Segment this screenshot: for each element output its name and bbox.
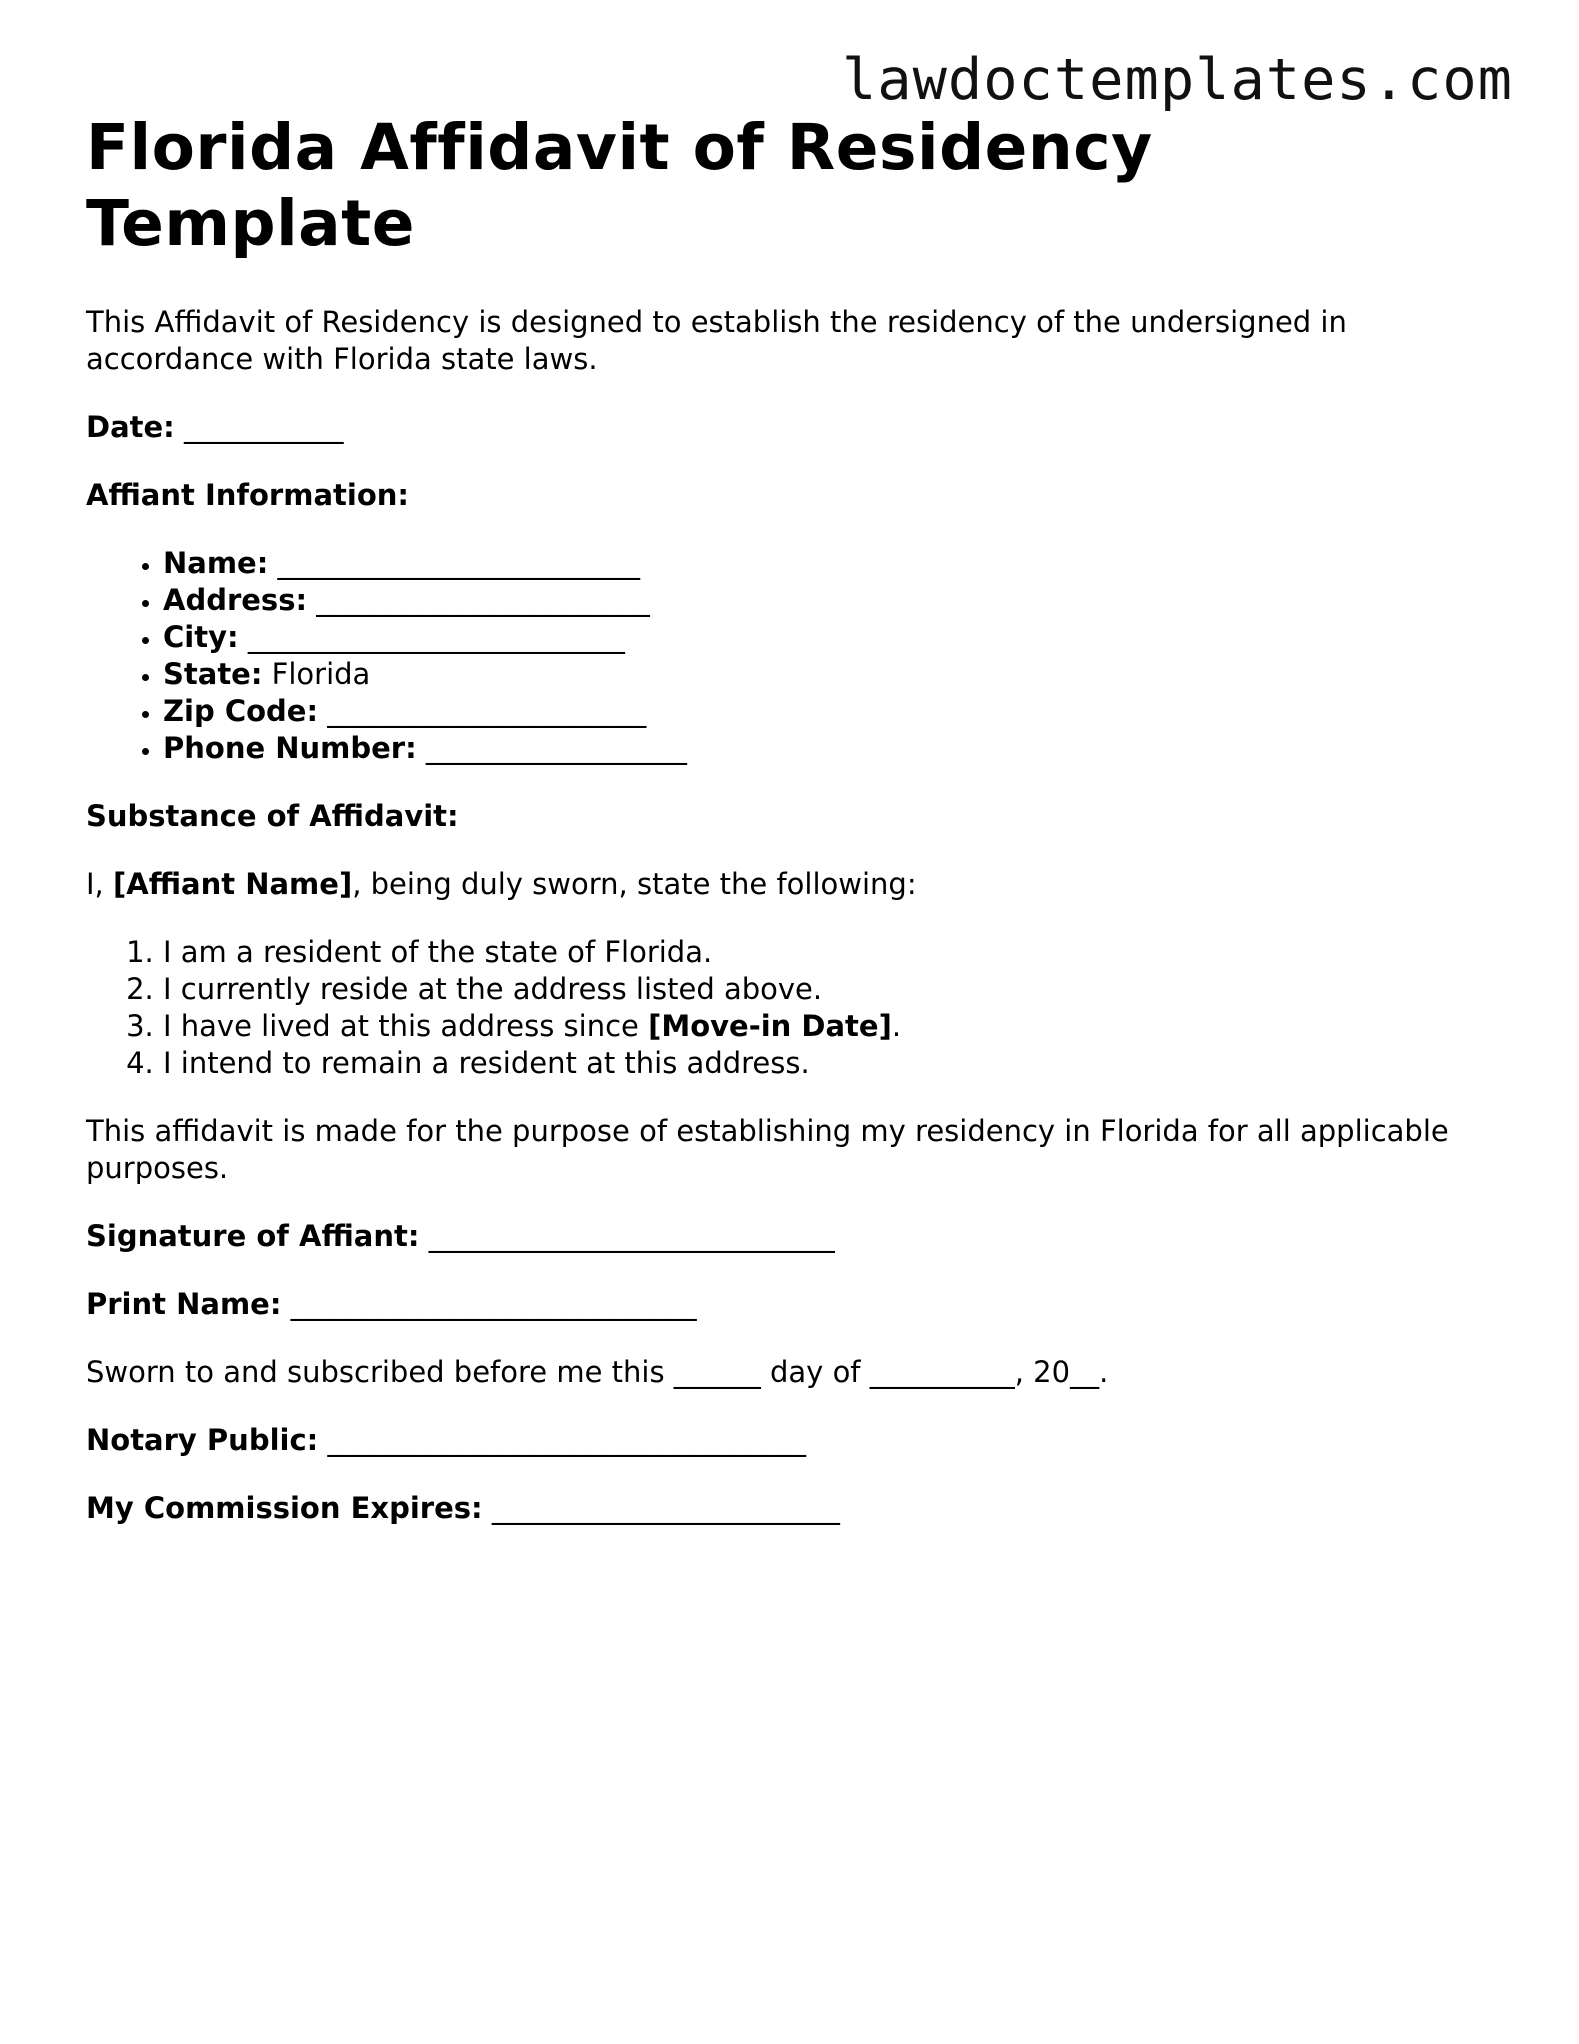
affiant-name-placeholder: [Affiant Name] xyxy=(113,867,353,901)
signature-blank: ____________________________ xyxy=(428,1219,835,1253)
purpose-paragraph: This affidavit is made for the purpose of establishing my residency in Florida for all applicable purposes. xyxy=(86,1114,1449,1185)
oath-prefix: I, xyxy=(86,867,113,901)
field-value-state: Florida xyxy=(271,657,371,691)
print-name-line xyxy=(86,1286,1496,1323)
list-item xyxy=(163,693,1496,730)
affiant-fields-list xyxy=(86,545,1496,767)
page-title: Florida Affidavit of Residency Template xyxy=(86,111,1153,260)
field-label-state: State: xyxy=(163,657,263,691)
commission-label: My Commission Expires: xyxy=(86,1491,483,1525)
substance-heading: Substance of Affidavit: xyxy=(86,799,459,833)
field-value-name: _________________________ xyxy=(277,546,641,580)
site-watermark: lawdoctemplates.com xyxy=(841,47,1513,113)
field-value-phone: __________________ xyxy=(425,731,687,765)
statement-3-suffix: . xyxy=(891,1009,902,1043)
oath-suffix: , being duly sworn, state the following: xyxy=(352,867,917,901)
move-in-date-placeholder: [Move-in Date] xyxy=(648,1009,892,1043)
field-label-phone: Phone Number: xyxy=(163,731,417,765)
list-item xyxy=(163,656,1496,693)
date-label: Date: xyxy=(86,410,175,444)
statement-3-prefix: I have lived at this address since xyxy=(163,1009,649,1043)
notary-label: Notary Public: xyxy=(86,1423,319,1457)
list-item xyxy=(163,582,1496,619)
date-blank: ___________ xyxy=(184,410,344,444)
list-item: 1. I am a resident of the state of Florida. xyxy=(163,934,1496,971)
list-item: 2. I currently reside at the address listed above. xyxy=(163,971,1496,1008)
intro-paragraph: This Affidavit of Residency is designed to establish the residency of the undersigned in accordance with Florida state laws. xyxy=(86,305,1347,376)
list-item: 4. I intend to remain a resident at this address. xyxy=(163,1045,1496,1082)
statements-list xyxy=(86,934,1496,1082)
list-item xyxy=(163,1008,1496,1045)
field-value-zip: ______________________ xyxy=(327,694,647,728)
notary-line xyxy=(86,1422,1496,1459)
date-line xyxy=(86,409,1496,446)
field-label-name: Name: xyxy=(163,546,269,580)
field-label-zip: Zip Code: xyxy=(163,694,319,728)
oath-line xyxy=(86,866,1496,903)
list-item xyxy=(163,619,1496,656)
document-page xyxy=(86,110,1496,1558)
field-label-address: Address: xyxy=(163,583,308,617)
list-item xyxy=(163,545,1496,582)
commission-blank: ________________________ xyxy=(491,1491,840,1525)
print-name-blank: ____________________________ xyxy=(290,1287,697,1321)
field-value-address: _______________________ xyxy=(316,583,650,617)
field-value-city: __________________________ xyxy=(247,620,625,654)
list-item xyxy=(163,730,1496,767)
sworn-line: Sworn to and subscribed before me this ______ day of __________, 20__. xyxy=(86,1355,1109,1389)
commission-line xyxy=(86,1490,1496,1527)
field-label-city: City: xyxy=(163,620,239,654)
signature-label: Signature of Affiant: xyxy=(86,1219,420,1253)
affiant-heading: Affiant Information: xyxy=(86,478,409,512)
signature-line xyxy=(86,1218,1496,1255)
notary-blank: _________________________________ xyxy=(327,1423,806,1457)
print-name-label: Print Name: xyxy=(86,1287,282,1321)
